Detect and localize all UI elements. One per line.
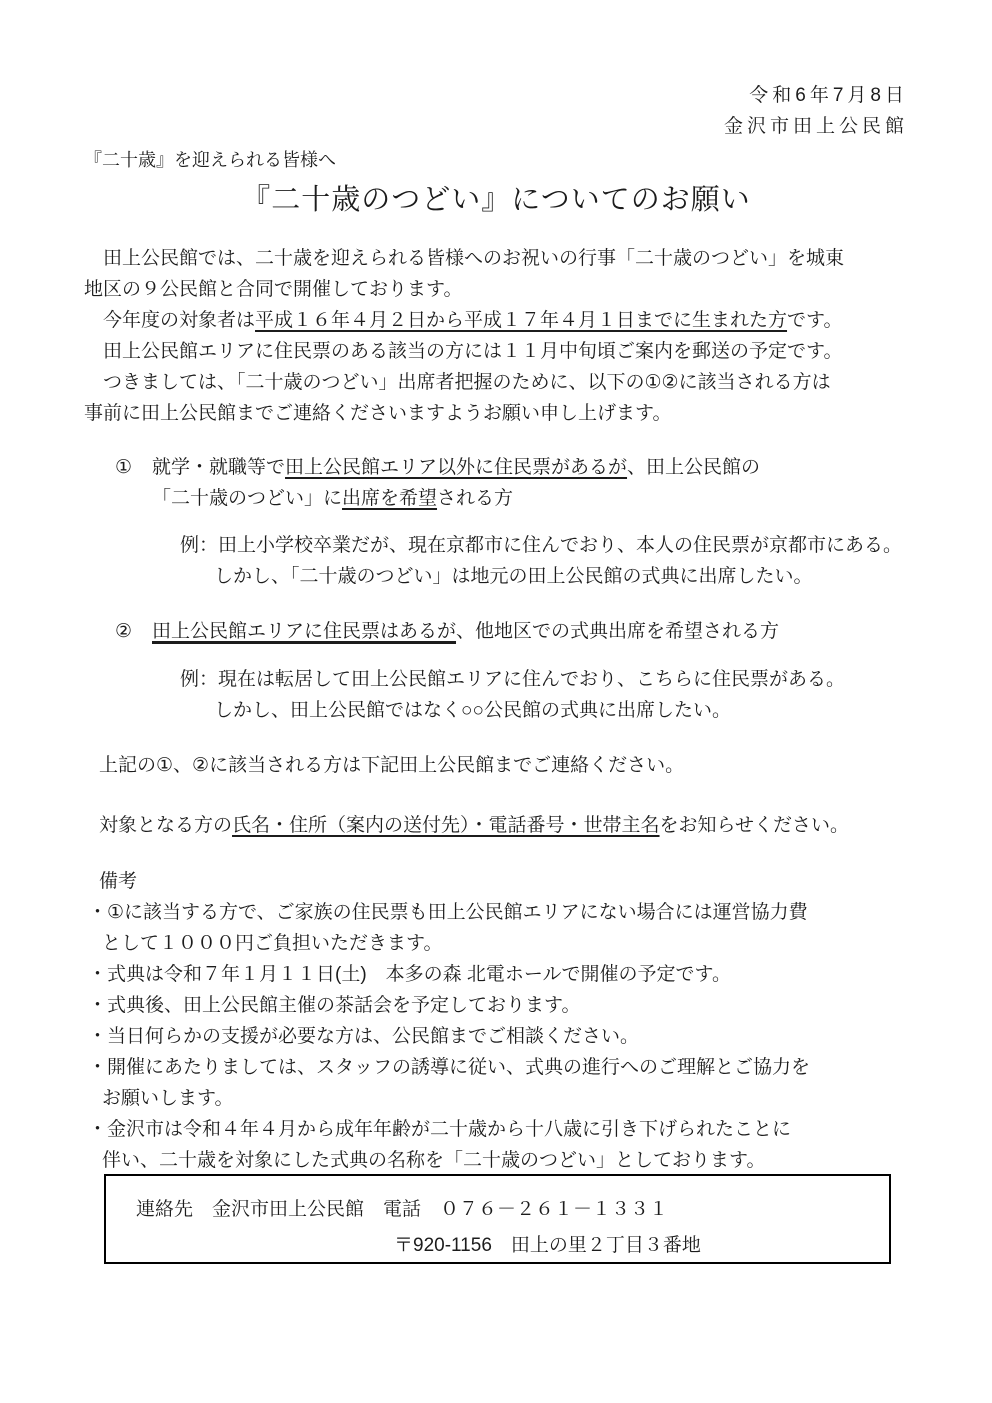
example-line: しかし、田上公民館ではなく○○公民館の式典に出席したい。 bbox=[214, 700, 731, 721]
contact-box-line-1: 連絡先 金沢市田上公民館 電話 ０７６－２６１－１３３１ bbox=[136, 1199, 669, 1220]
document-organization: 金沢市田上公民館 bbox=[723, 116, 908, 137]
intro-paragraph bbox=[84, 243, 908, 429]
item-2-text: 田上公民館エリアに住民票はあるが、他地区での式典出席を希望される方 bbox=[152, 621, 780, 642]
remark-line: 伴い、二十歳を対象にした式典の名称を「二十歳のつどい」としております。 bbox=[102, 1150, 766, 1171]
remark-item bbox=[84, 1052, 908, 1114]
remark-line: として１０００円ご負担いただきます。 bbox=[102, 933, 443, 954]
item-2-number: ② bbox=[115, 621, 133, 642]
text-line: 事前に田上公民館までご連絡くださいますようお願い申し上げます。 bbox=[84, 403, 672, 424]
example-line: 例：田上小学校卒業だが、現在京都市に住んでおり、本人の住民票が京都市にある。 bbox=[180, 535, 903, 556]
remark-item bbox=[84, 897, 908, 959]
contact-instruction: 上記の①、②に該当される方は下記田上公民館までご連絡ください。 bbox=[99, 755, 685, 776]
remark-line: ・当日何らかの支援が必要な方は、公民館までご相談ください。 bbox=[88, 1026, 640, 1047]
remark-item bbox=[84, 1021, 908, 1052]
example-line: 例：現在は転居して田上公民館エリアに住んでおり、こちらに住民票がある。 bbox=[180, 669, 846, 690]
item-1-text: 就学・就職等で田上公民館エリア以外に住民票があるが、田上公民館の bbox=[152, 457, 761, 478]
remark-item bbox=[84, 990, 908, 1021]
text-line: 田上公民館エリアに住民票のある該当の方には１１月中旬頃ご案内を郵送の予定です。 bbox=[84, 341, 843, 362]
remarks-section bbox=[84, 866, 908, 1176]
case-item-2-example bbox=[84, 664, 908, 726]
information-request: 対象となる方の氏名・住所（案内の送付先）・電話番号・世帯主名をお知らせください。 bbox=[99, 815, 849, 836]
remark-line: ・式典後、田上公民館主催の茶話会を予定しております。 bbox=[88, 995, 581, 1016]
case-item-1-heading-continuation: 「二十歳のつどい」に出席を希望される方 bbox=[152, 488, 514, 509]
contact-box-line-2: 〒920-1156 田上の里２丁目３番地 bbox=[394, 1235, 701, 1256]
recipient-line: 『二十歳』を迎えられる皆様へ bbox=[84, 150, 336, 170]
case-item-1-heading bbox=[115, 452, 908, 483]
case-item-2 bbox=[84, 616, 908, 726]
document-title: 『二十歳のつどい』についてのお願い bbox=[241, 184, 751, 216]
document-header bbox=[84, 80, 908, 142]
contact-info-box bbox=[104, 1174, 891, 1264]
remark-line: ・①に該当する方で、ご家族の住民票も田上公民館エリアにない場合には運営協力費 bbox=[88, 902, 808, 923]
case-item-1-example bbox=[84, 530, 908, 592]
text-line: 地区の９公民館と合同で開催しております。 bbox=[84, 279, 463, 300]
example-line: しかし、「二十歳のつどい」は地元の田上公民館の式典に出席したい。 bbox=[214, 566, 813, 587]
remark-item bbox=[84, 959, 908, 990]
item-1-number: ① bbox=[115, 457, 133, 478]
remark-line: ・式典は令和７年１月１１日(土) 本多の森 北電ホールで開催の予定です。 bbox=[88, 964, 732, 985]
document-date: 令和6年7月8日 bbox=[749, 85, 908, 106]
text-line: 今年度の対象者は平成１６年４月２日から平成１７年４月１日までに生まれた方です。 bbox=[84, 310, 843, 331]
case-item-2-heading bbox=[115, 616, 908, 647]
remark-item bbox=[84, 1114, 908, 1176]
remarks-heading: 備考 bbox=[99, 871, 138, 892]
case-item-1 bbox=[84, 452, 908, 592]
text-line: 田上公民館では、二十歳を迎えられる皆様へのお祝いの行事「二十歳のつどい」を城東 bbox=[84, 248, 845, 269]
text-line: つきましては、「二十歳のつどい」出席者把握のために、以下の①②に該当される方は bbox=[84, 372, 831, 393]
remark-line: ・金沢市は令和４年４月から成年年齢が二十歳から十八歳に引き下げられたことに bbox=[88, 1119, 792, 1140]
remark-line: お願いします。 bbox=[102, 1088, 234, 1109]
remark-line: ・開催にあたりましては、スタッフの誘導に従い、式典の進行へのご理解とご協力を bbox=[88, 1057, 811, 1078]
